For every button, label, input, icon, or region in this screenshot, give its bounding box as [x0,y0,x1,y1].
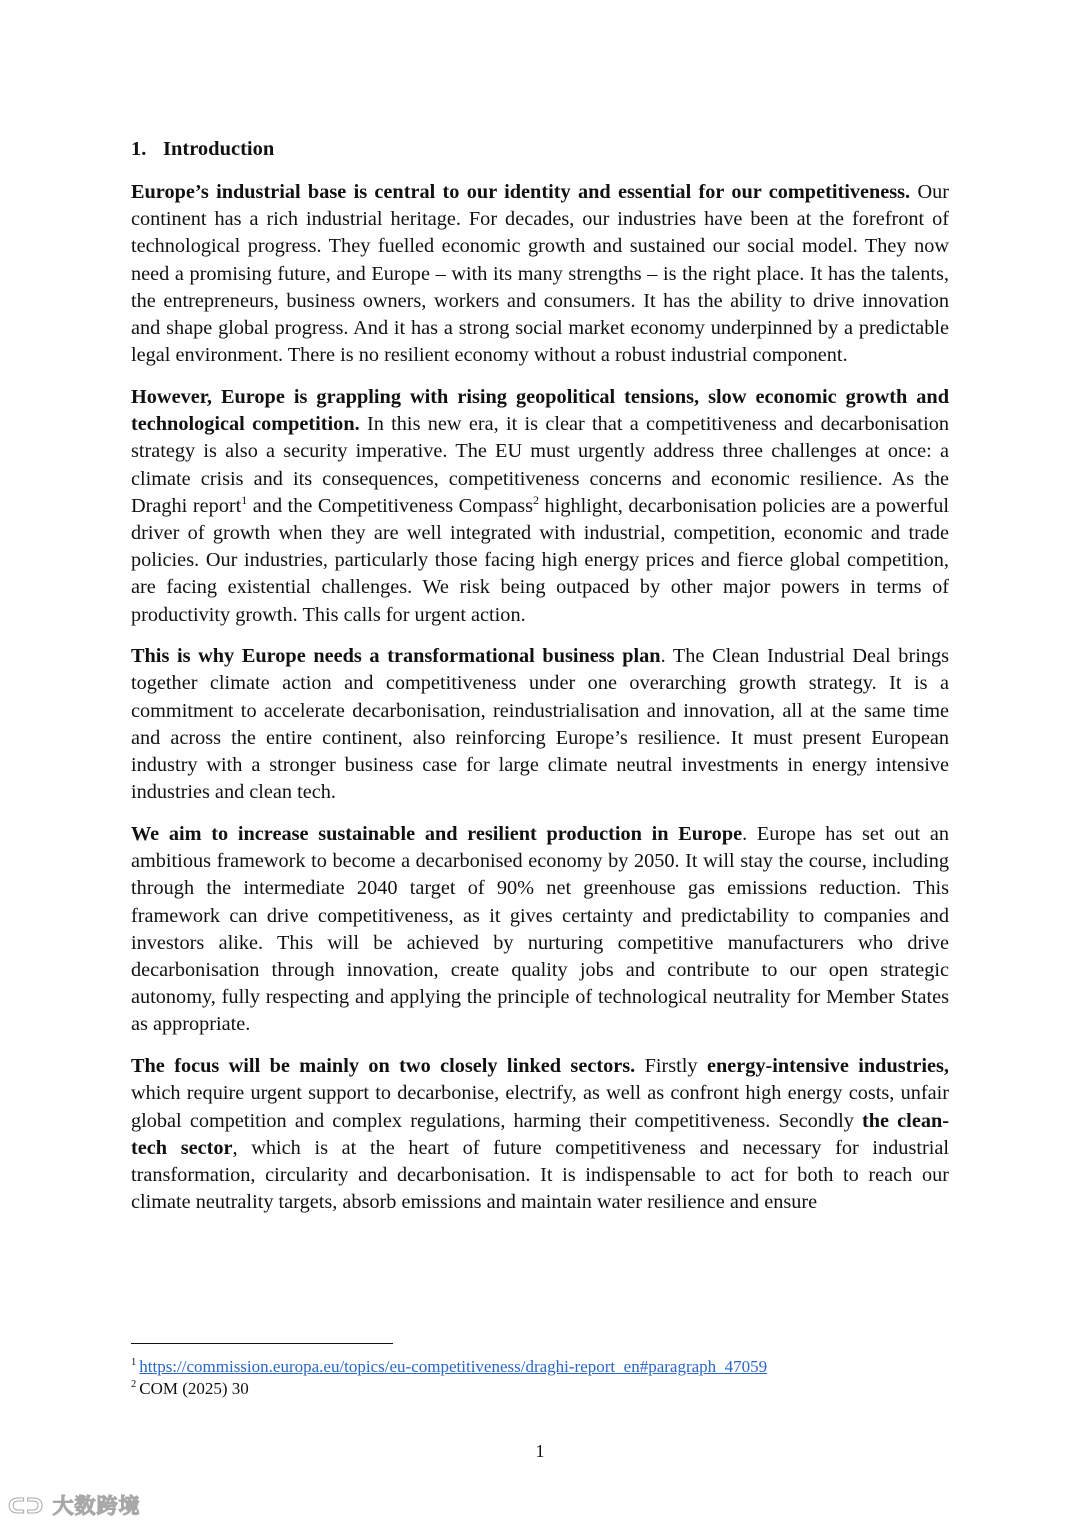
footnote-1 [131,1356,767,1377]
paragraph-text: . Europe has set out an ambitious framework to become a decarbonised economy by 2050. It will stay the course, including through the intermediate 2040 target of 90% net greenhouse gas emissions reduction. This framework can drive competitiveness, as it gives certainty and predictability to companies and investors alike. This will be achieved by nurturing competitive manufacturers who drive decarbonisation through innovation, create quality jobs and contribute to our open strategic autonomy, fully respecting and applying the principle of technological neutrality for Member States as appropriate. [131,822,949,1036]
paragraph-text: , which is at the heart of future competitiveness and necessary for industrial transformation, circularity and decarbonisation. It is indispensable to act for both to reach our climate neutrality targets, absorb emissions and maintain water resilience and ensure [131,1136,949,1214]
footnote-mark: 1 [131,1357,137,1369]
paragraph [131,821,949,1039]
footnote-2 [131,1378,249,1399]
paragraph [131,179,949,369]
section-number: 1. [131,138,147,160]
bold-lead-text: the clean-tech sector [131,1109,949,1159]
paragraph-text: Our continent has a rich industrial heritage. For decades, our industries have been at the forefront of technological progress. They fuelled economic growth and sustained our social model. They now need a promising future, and Europe – with its many strengths – is the right place. It has the talents, the entrepreneurs, business owners, workers and consumers. It has the ability to drive innovation and shape global progress. And it has a strong social market economy underpinned by a predictable legal environment. There is no resilient economy without a robust industrial component. [131,181,949,367]
footnote-reference[interactable]: 2 [533,492,540,507]
watermark-logo: ᑕᑐ 大数跨境 [8,1494,141,1518]
paragraph-text: In this new era, it is clear that a competitiveness and decarbonisation strategy is also a security imperative. The EU must urgently address three challenges at once: a climate crisis and its consequences, competitiveness concerns and economic resilience. As the Draghi report [131,413,949,517]
bold-lead-text: energy-intensive industries, [706,1055,949,1078]
paragraph [131,384,949,629]
document-body [131,179,949,1231]
paragraph [131,1053,949,1216]
bold-lead-text: This is why Europe needs a transformational business plan [131,645,661,668]
paragraph-text: . The Clean Industrial Deal brings together climate action and competitiveness under one overarching growth strategy. It is a commitment to accelerate decarbonisation, reindustrialisation and innovation, all at the same time and across the entire continent, also reinforcing Europe’s resilience. It must present European industry with a stronger business case for large climate neutral investments in energy intensive industries and clean tech. [131,645,950,804]
paragraph-text: Firstly [635,1055,707,1078]
bold-lead-text: However, Europe is grappling with rising geopolitical tensions, slow economic growth and technological competition. [131,385,949,436]
paragraph-text: which require urgent support to decarbonise, electrify, as well as confront high energy costs, unfair global competition and complex regulations, harming their competitiveness. Secondly [131,1082,949,1132]
footnote-mark: 2 [131,1379,137,1391]
bold-lead-text: We aim to increase sustainable and resilient production in Europe [131,822,743,845]
paragraph-text: and the Competitiveness Compass [247,494,534,517]
section-heading [131,138,274,161]
footnote-text: COM (2025) 30 [139,1379,249,1398]
page-number: 1 [535,1441,545,1461]
footnote-separator [131,1343,393,1344]
section-title: Introduction [163,138,275,160]
footnote-link[interactable]: https://commission.europa.eu/topics/eu-competitiveness/draghi-report_en#paragraph_47059 [139,1357,768,1376]
bold-lead-text: Europe’s industrial base is central to our identity and essential for our competitiveness. [131,181,911,203]
footnote-reference[interactable]: 1 [241,492,248,507]
paragraph-text: highlight, decarbonisation policies are a powerful driver of growth when they are well integrated with industrial, competition, economic and trade policies. Our industries, particularly those facing high energy prices and fierce global competition, are facing existential challenges. We risk being outpaced by other major powers in terms of productivity growth. This calls for urgent action. [131,494,949,626]
bold-lead-text: The focus will be mainly on two closely linked sectors. [131,1055,636,1078]
paragraph [131,643,949,806]
